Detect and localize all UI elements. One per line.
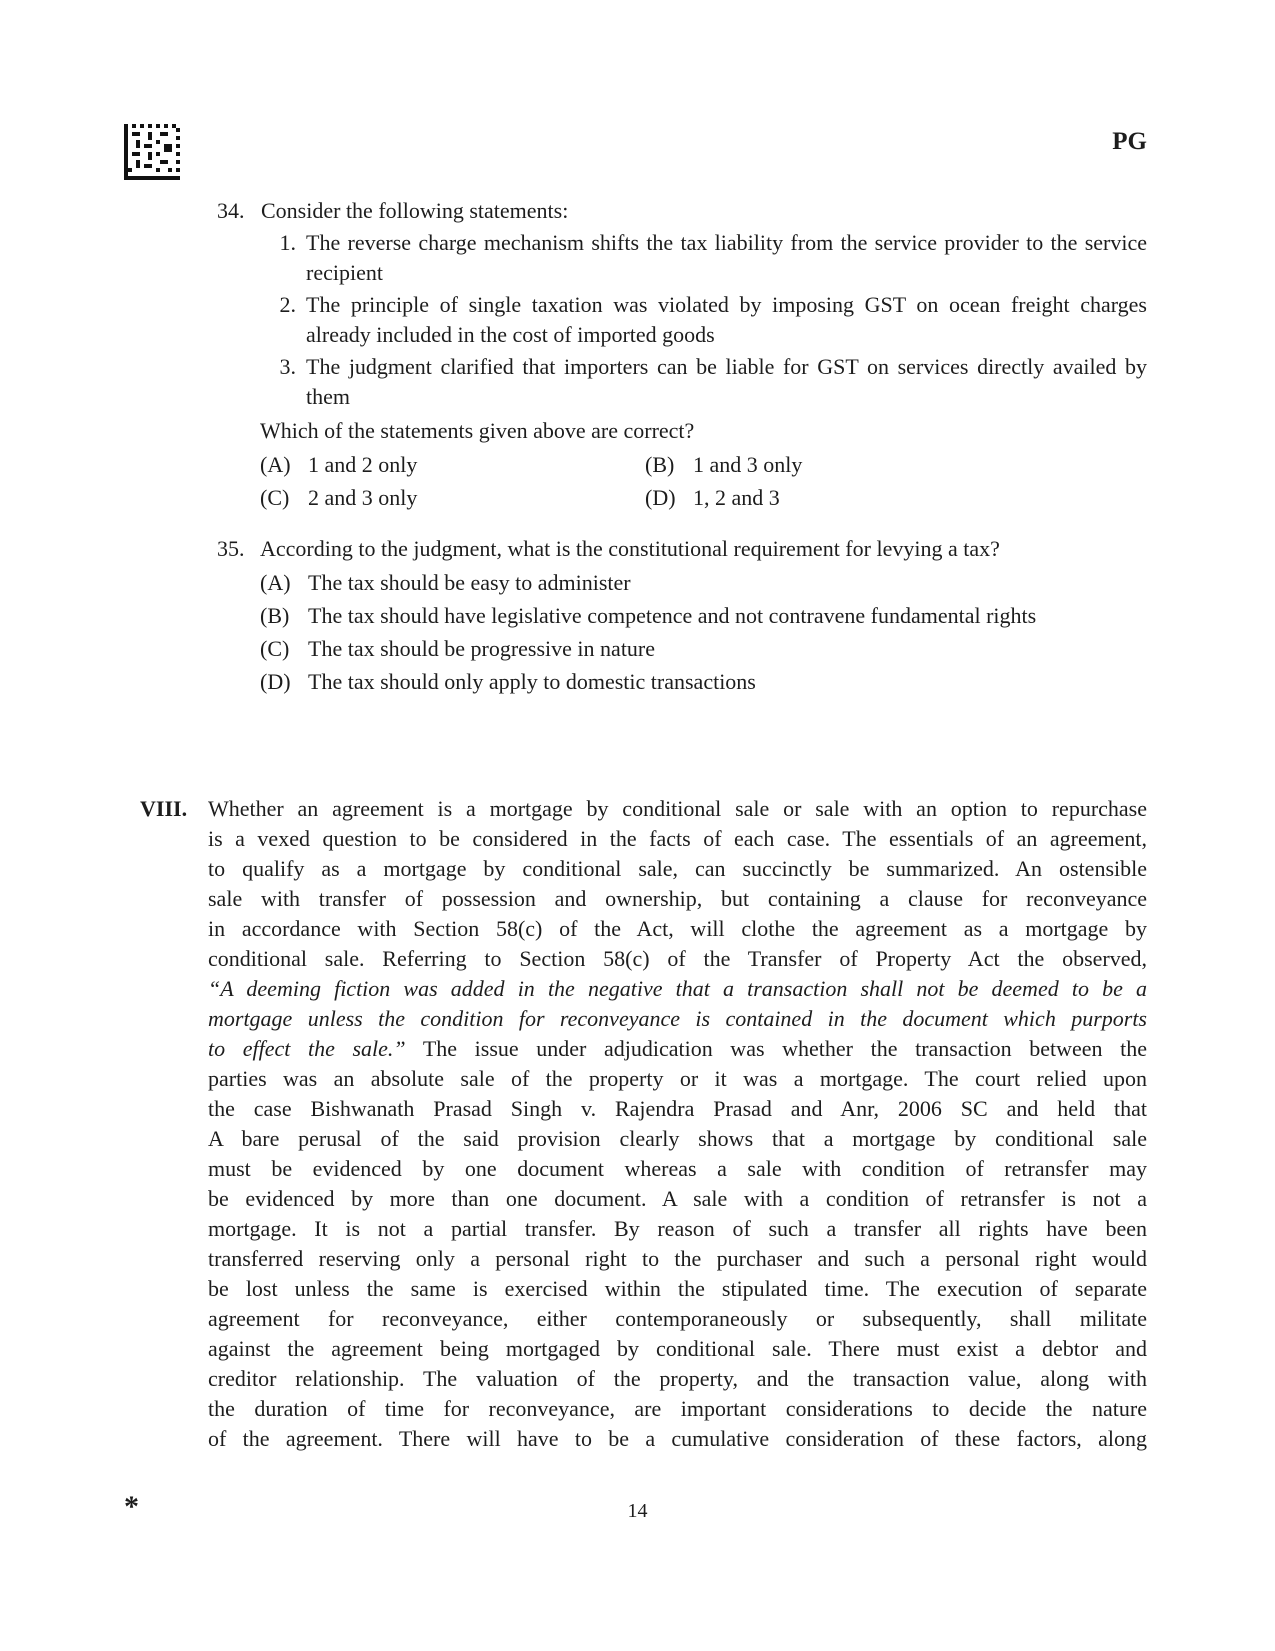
option-c[interactable] bbox=[260, 483, 417, 513]
option-label: (B) bbox=[260, 603, 290, 628]
question-35 bbox=[217, 534, 1147, 697]
option-text: The tax should be progressive in nature bbox=[308, 636, 656, 661]
option-label: (A) bbox=[260, 452, 291, 477]
option-label: (D) bbox=[645, 485, 676, 510]
statement-text: The reverse charge mechanism shifts the tax liability from the service provider to the service recipient bbox=[306, 230, 1147, 285]
statement-text: The judgment clarified that importers can be liable for GST on services directly availed by them bbox=[306, 354, 1147, 409]
passage-line: against the agreement being mortgaged by conditional sale. There must exist a debtor and bbox=[208, 1336, 1147, 1361]
option-b[interactable] bbox=[645, 450, 802, 480]
option-text: 1 and 3 only bbox=[693, 452, 803, 477]
passage-line: the case Bishwanath Prasad Singh v. Rajendra Prasad and Anr, 2006 SC and held that bbox=[208, 1096, 1147, 1121]
question-34 bbox=[217, 196, 1147, 516]
statement-3 bbox=[260, 352, 1147, 412]
passage-line: agreement for reconveyance, either contemporaneously or subsequently, shall militate bbox=[208, 1306, 1147, 1331]
passage-line: to qualify as a mortgage by conditional sale, can succinctly be summarized. An ostensible bbox=[208, 856, 1147, 881]
statement-number: 3. bbox=[279, 354, 296, 379]
passage-line: be lost unless the same is exercised within the stipulated time. The execution of separate bbox=[208, 1276, 1147, 1301]
option-a[interactable] bbox=[260, 450, 417, 480]
option-text: The tax should only apply to domestic transactions bbox=[308, 669, 756, 694]
passage-line: in accordance with Section 58(c) of the Act, will clothe the agreement as a mortgage by bbox=[208, 916, 1147, 941]
option-label: (D) bbox=[260, 669, 291, 694]
statement-number: 1. bbox=[279, 230, 296, 255]
passage-line: mortgage. It is not a partial transfer. By reason of such a transfer all rights have been bbox=[208, 1216, 1147, 1241]
option-a[interactable] bbox=[260, 568, 1149, 598]
option-label: (C) bbox=[260, 485, 290, 510]
passage-line: A bare perusal of the said provision clearly shows that a mortgage by conditional sale bbox=[208, 1126, 1147, 1151]
option-d[interactable] bbox=[645, 483, 780, 513]
question-stem: Consider the following statements: bbox=[261, 198, 569, 223]
section-number: VIII. bbox=[140, 796, 188, 821]
options-grid bbox=[260, 450, 1101, 516]
option-label: (C) bbox=[260, 636, 290, 661]
option-c[interactable] bbox=[260, 634, 1149, 664]
option-label: (A) bbox=[260, 570, 291, 595]
passage-line: transferred reserving only a personal right to the purchaser and such a personal right would bbox=[208, 1246, 1147, 1271]
option-text: The tax should have legislative competence and not contravene fundamental rights bbox=[308, 603, 1037, 628]
option-text: 1, 2 and 3 bbox=[693, 485, 780, 510]
passage-line: Whether an agreement is a mortgage by conditional sale or sale with an option to repurchase bbox=[208, 796, 1147, 821]
passage-line: sale with transfer of possession and ownership, but containing a clause for reconveyance bbox=[208, 886, 1147, 911]
option-b[interactable] bbox=[260, 601, 1149, 631]
option-text: 1 and 2 only bbox=[308, 452, 418, 477]
question-35-stem bbox=[217, 534, 1144, 564]
question-ask: Which of the statements given above are correct? bbox=[260, 418, 695, 443]
question-number: 35. bbox=[217, 536, 245, 561]
statement-2 bbox=[260, 290, 1147, 350]
passage-line: is a vexed question to be considered in the facts of each case. The essentials of an agreement, bbox=[208, 826, 1147, 851]
star-marker: * bbox=[124, 1490, 139, 1523]
option-text: 2 and 3 only bbox=[308, 485, 418, 510]
option-text: The tax should be easy to administer bbox=[308, 570, 631, 595]
statement-1 bbox=[260, 228, 1147, 288]
passage-quote-end: to effect the sale.” bbox=[208, 1036, 406, 1061]
passage-quote-line: mortgage unless the condition for reconveyance is contained in the document which purports bbox=[208, 1006, 1147, 1031]
passage-line: must be evidenced by one document whereas a sale with condition of retransfer may bbox=[208, 1156, 1147, 1181]
2d-barcode-icon bbox=[124, 124, 180, 180]
passage-line: parties was an absolute sale of the property or it was a mortgage. The court relied upon bbox=[208, 1066, 1147, 1091]
passage-line: conditional sale. Referring to Section 58(c) of the Transfer of Property Act the observed, bbox=[208, 946, 1147, 971]
passage-quote-line: “A deeming fiction was added in the negative that a transaction shall not be deemed to be a bbox=[208, 976, 1147, 1001]
paper-code: PG bbox=[1112, 128, 1147, 155]
page-number: 14 bbox=[627, 1500, 648, 1522]
passage-line: of the agreement. There will have to be a cumulative consideration of these factors, along bbox=[208, 1426, 1147, 1451]
passage-line: be evidenced by more than one document. A sale with a condition of retransfer is not a bbox=[208, 1186, 1147, 1211]
passage-line: creditor relationship. The valuation of the property, and the transaction value, along with bbox=[208, 1366, 1147, 1391]
option-d[interactable] bbox=[260, 667, 1149, 697]
passage-viii bbox=[140, 794, 1147, 1454]
question-34-stem bbox=[217, 196, 1147, 226]
passage-body bbox=[208, 794, 1147, 1454]
statement-number: 2. bbox=[279, 292, 296, 317]
question-stem: According to the judgment, what is the constitutional requirement for levying a tax? bbox=[260, 536, 1000, 561]
option-label: (B) bbox=[645, 452, 675, 477]
passage-after-quote: The issue under adjudication was whether the transaction between the bbox=[405, 1036, 1147, 1061]
statement-text: The principle of single taxation was violated by imposing GST on ocean freight charges already included in the cost of imported goods bbox=[306, 292, 1147, 347]
passage-line bbox=[208, 1034, 1147, 1064]
passage-line: the duration of time for reconveyance, are important considerations to decide the nature bbox=[208, 1396, 1147, 1421]
question-number: 34. bbox=[217, 198, 245, 223]
